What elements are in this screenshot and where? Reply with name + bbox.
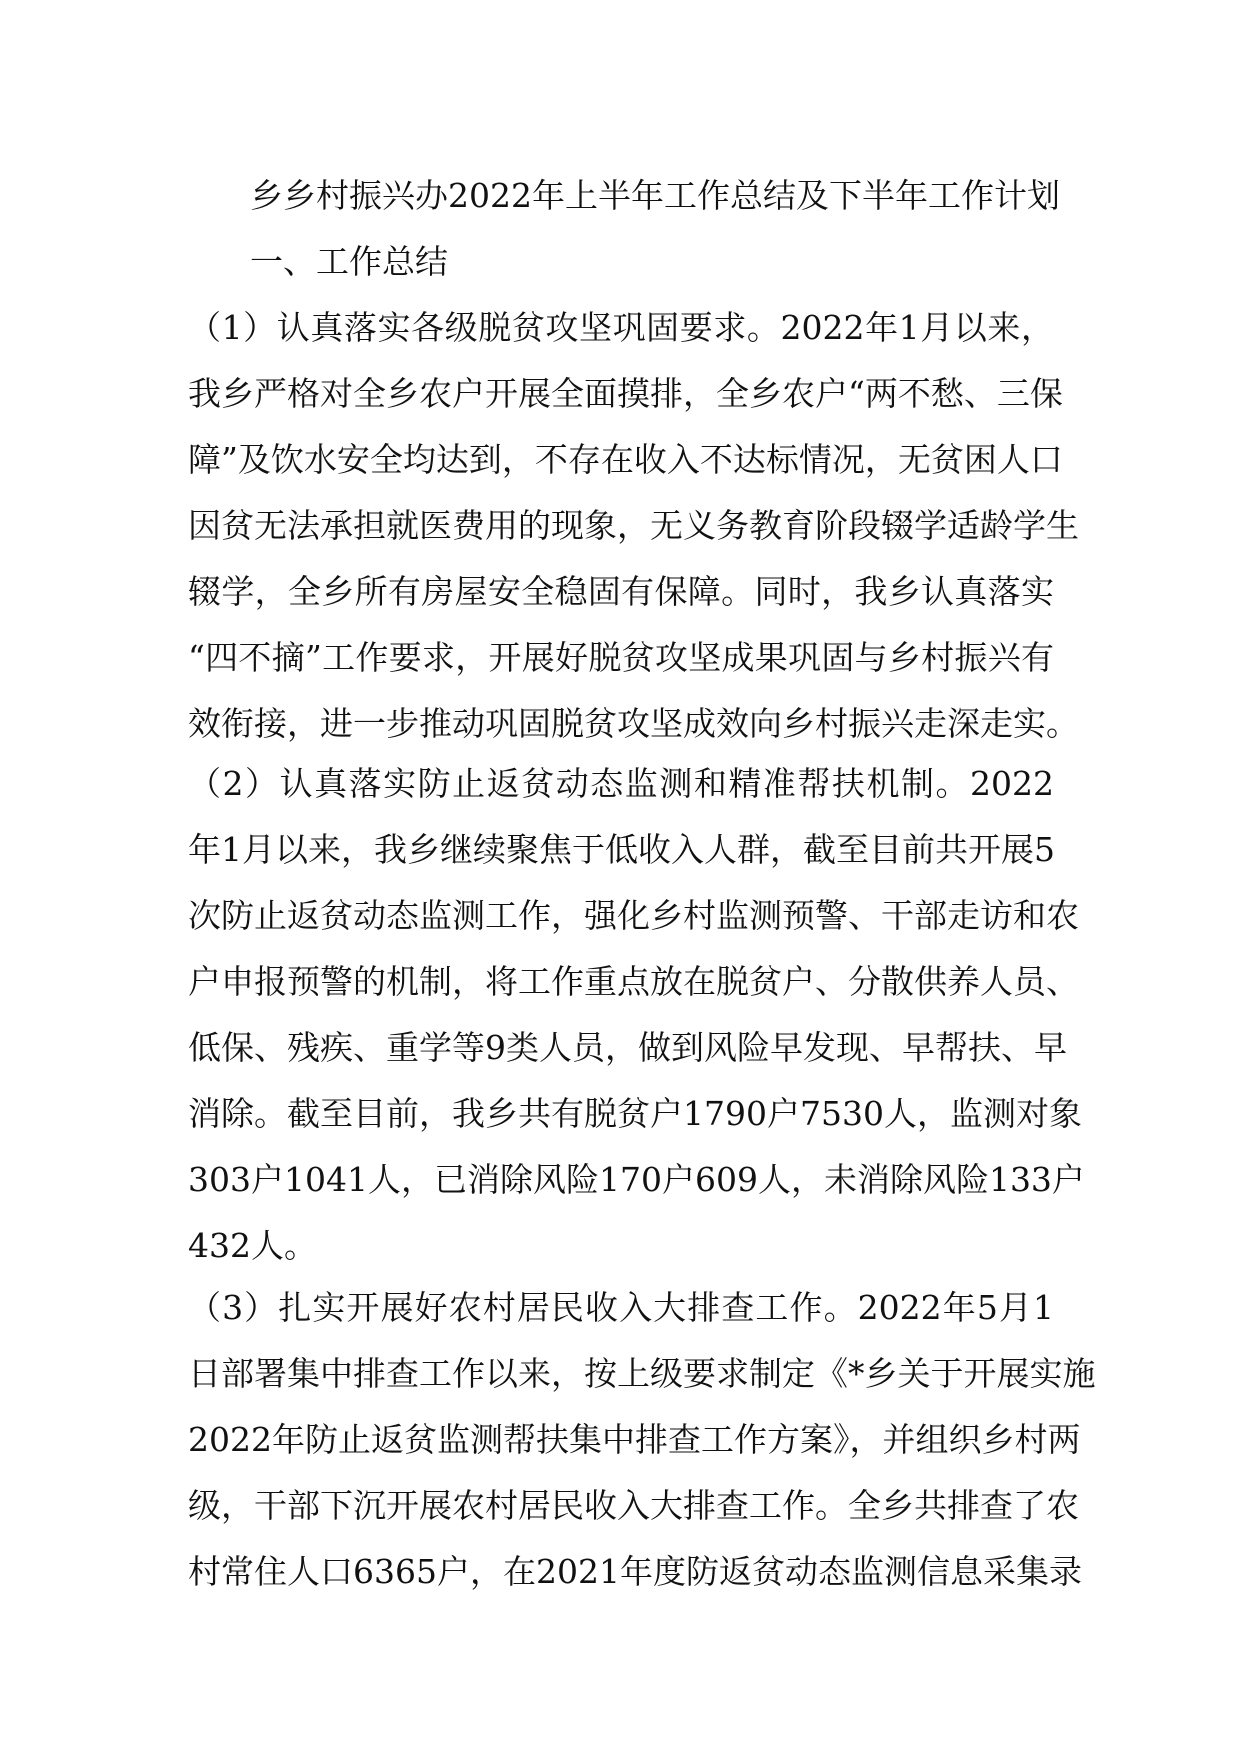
paragraph-line: 303户1041人，已消除风险170户609人，未消除风险133户 [188,1160,1085,1199]
paragraph-line: （3）扎实开展好农村居民收入大排查工作。2022年5月1 [188,1288,1054,1327]
paragraph-line: 432人。 [188,1226,317,1265]
paragraph-line: 因贫无法承担就医费用的现象，无义务教育阶段辍学适龄学生 [188,506,1079,545]
paragraph-1 [188,295,1079,757]
paragraph-line: 辍学，全乡所有房屋安全稳固有保障。同时，我乡认真落实 [188,572,1054,611]
section-heading: 一、工作总结 [250,242,448,281]
paragraph-3 [188,1275,1096,1605]
paragraph-line: 户申报预警的机制，将工作重点放在脱贫户、分散供养人员、 [188,962,1079,1001]
paragraph-line: 村常住人口6365户，在2021年度防返贫动态监测信息采集录 [188,1552,1082,1591]
paragraph-line: 我乡严格对全乡农户开展全面摸排，全乡农户“两不愁、三保 [188,374,1063,413]
paragraph-line: 日部署集中排查工作以来，按上级要求制定《*乡关于开展实施 [188,1354,1096,1393]
paragraph-line: 消除。截至目前，我乡共有脱贫户1790户7530人，监测对象 [188,1094,1082,1133]
paragraph-line: “四不摘”工作要求，开展好脱贫攻坚成果巩固与乡村振兴有 [188,638,1054,677]
paragraph-2 [188,751,1085,1279]
paragraph-line: 级，干部下沉开展农村居民收入大排查工作。全乡共排查了农 [188,1486,1079,1525]
paragraph-line: 2022年防止返贫监测帮扶集中排查工作方案》，并组织乡村两 [188,1420,1081,1459]
paragraph-line: 次防止返贫动态监测工作，强化乡村监测预警、干部走访和农 [188,896,1079,935]
document-title: 乡乡村振兴办2022年上半年工作总结及下半年工作计划 [250,176,1060,215]
paragraph-line: （1）认真落实各级脱贫攻坚巩固要求。2022年1月以来， [188,308,1054,347]
paragraph-line: 障”及饮水安全均达到，不存在收入不达标情况，无贫困人口 [188,440,1063,479]
paragraph-line: 低保、残疾、重学等9类人员，做到风险早发现、早帮扶、早 [188,1028,1067,1067]
paragraph-line: （2）认真落实防止返贫动态监测和精准帮扶机制。2022 [188,764,1054,803]
paragraph-line: 年1月以来，我乡继续聚焦于低收入人群，截至目前共开展5 [188,830,1055,869]
paragraph-line: 效衔接，进一步推动巩固脱贫攻坚成效向乡村振兴走深走实。 [188,704,1079,743]
